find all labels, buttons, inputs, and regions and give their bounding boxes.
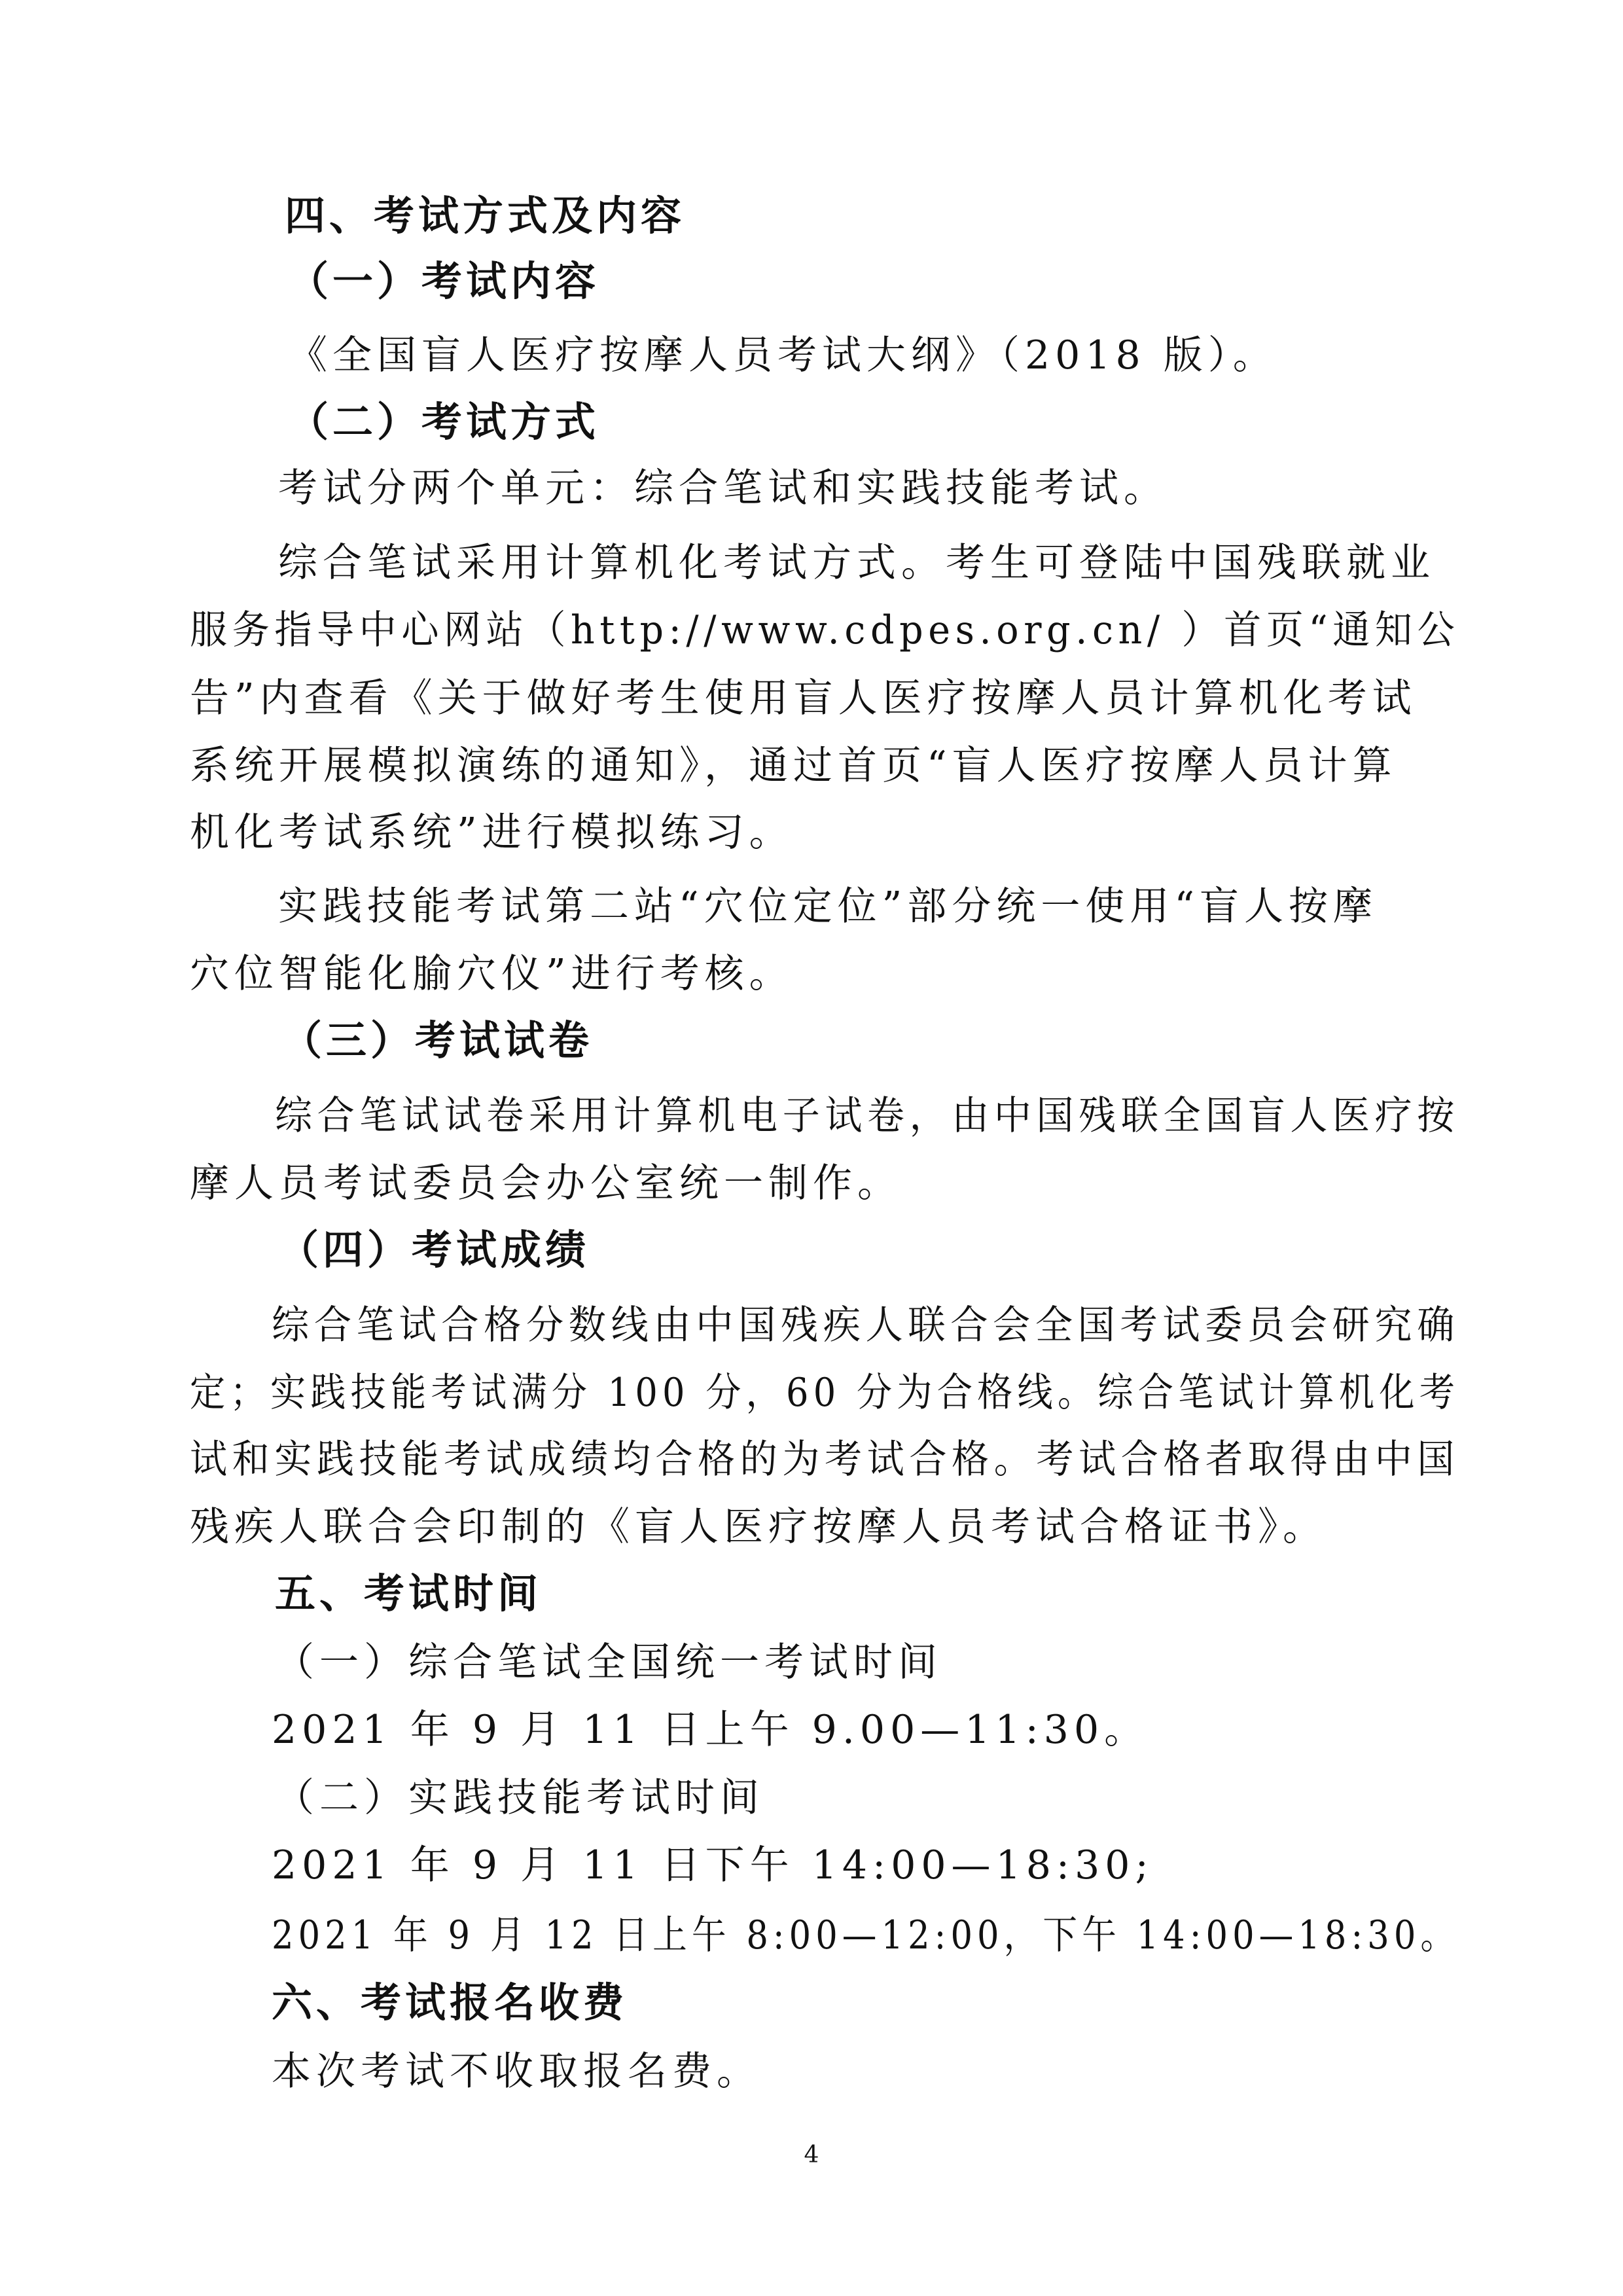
section5-heading: 五、考试时间 bbox=[275, 1570, 543, 1617]
section4-sub2-para2-line: 机化考试系统”进行模拟练习。 bbox=[190, 810, 794, 855]
section4-sub3-text-line: 摩人员考试委员会办公室统一制作。 bbox=[190, 1160, 902, 1206]
section4-sub2-para3-line: 穴位智能化腧穴仪”进行考核。 bbox=[190, 951, 794, 997]
section4-sub3-text-line: 综合笔试试卷采用计算机电子试卷，由中国残联全国盲人医疗按 bbox=[275, 1093, 1459, 1139]
section4-sub4-heading: （四）考试成绩 bbox=[278, 1226, 590, 1274]
section4-sub4-text-line: 定；实践技能考试满分 100 分，60 分为合格线。综合笔试计算机化考 bbox=[190, 1370, 1460, 1416]
section5-sub2-heading: （二）实践技能考试时间 bbox=[275, 1775, 764, 1821]
section6-heading: 六、考试报名收费 bbox=[272, 1979, 628, 2026]
section4-sub2-para3-line: 实践技能考试第二站“穴位定位”部分统一使用“盲人按摩 bbox=[278, 884, 1378, 929]
section4-sub2-para2-line: 系统开展模拟演练的通知》，通过首页“盲人医疗按摩人员计算 bbox=[190, 743, 1397, 789]
section4-sub4-text-line: 试和实践技能考试成绩均合格的为考试合格。考试合格者取得由中国 bbox=[190, 1437, 1460, 1482]
section4-sub2-para2-line: 综合笔试采用计算机化考试方式。考生可登陆中国残联就业 bbox=[278, 540, 1435, 586]
section4-sub4-text-line: 残疾人联合会印制的《盲人医疗按摩人员考试合格证书》。 bbox=[190, 1504, 1327, 1550]
section4-sub4-text-line: 综合笔试合格分数线由中国残疾人联合会全国考试委员会研究确 bbox=[272, 1302, 1460, 1348]
section5-sub1-heading: （一）综合笔试全国统一考试时间 bbox=[275, 1640, 942, 1685]
section4-sub2-para1: 考试分两个单元：综合笔试和实践技能考试。 bbox=[278, 465, 1168, 511]
section5-sub2-text-line: 2021 年 9 月 11 日下午 14:00—18:30; bbox=[272, 1842, 1154, 1888]
section4-sub2-para2-line: 服务指导中心网站（http://www.cdpes.org.cn/ ）首页“通知公 bbox=[190, 607, 1460, 653]
section5-sub1-text: 2021 年 9 月 11 日上午 9.00—11:30。 bbox=[272, 1707, 1149, 1753]
section4-sub1-text: 《全国盲人医疗按摩人员考试大纲》（2018 版）。 bbox=[288, 332, 1277, 378]
page-number: 4 bbox=[804, 2142, 819, 2168]
section6-text: 本次考试不收取报名费。 bbox=[272, 2049, 761, 2094]
section4-sub1-heading: （一）考试内容 bbox=[288, 257, 600, 305]
section4-sub2-para2-line: 告”内查看《关于做好考生使用盲人医疗按摩人员计算机化考试 bbox=[190, 675, 1417, 721]
section5-sub2-text-line: 2021 年 9 月 12 日上午 8:00—12:00，下午 14:00—18:30。 bbox=[272, 1912, 1460, 1958]
section4-heading: 四、考试方式及内容 bbox=[285, 192, 686, 240]
section4-sub3-heading: （三）考试试卷 bbox=[281, 1016, 594, 1064]
section4-sub2-heading: （二）考试方式 bbox=[288, 398, 600, 446]
